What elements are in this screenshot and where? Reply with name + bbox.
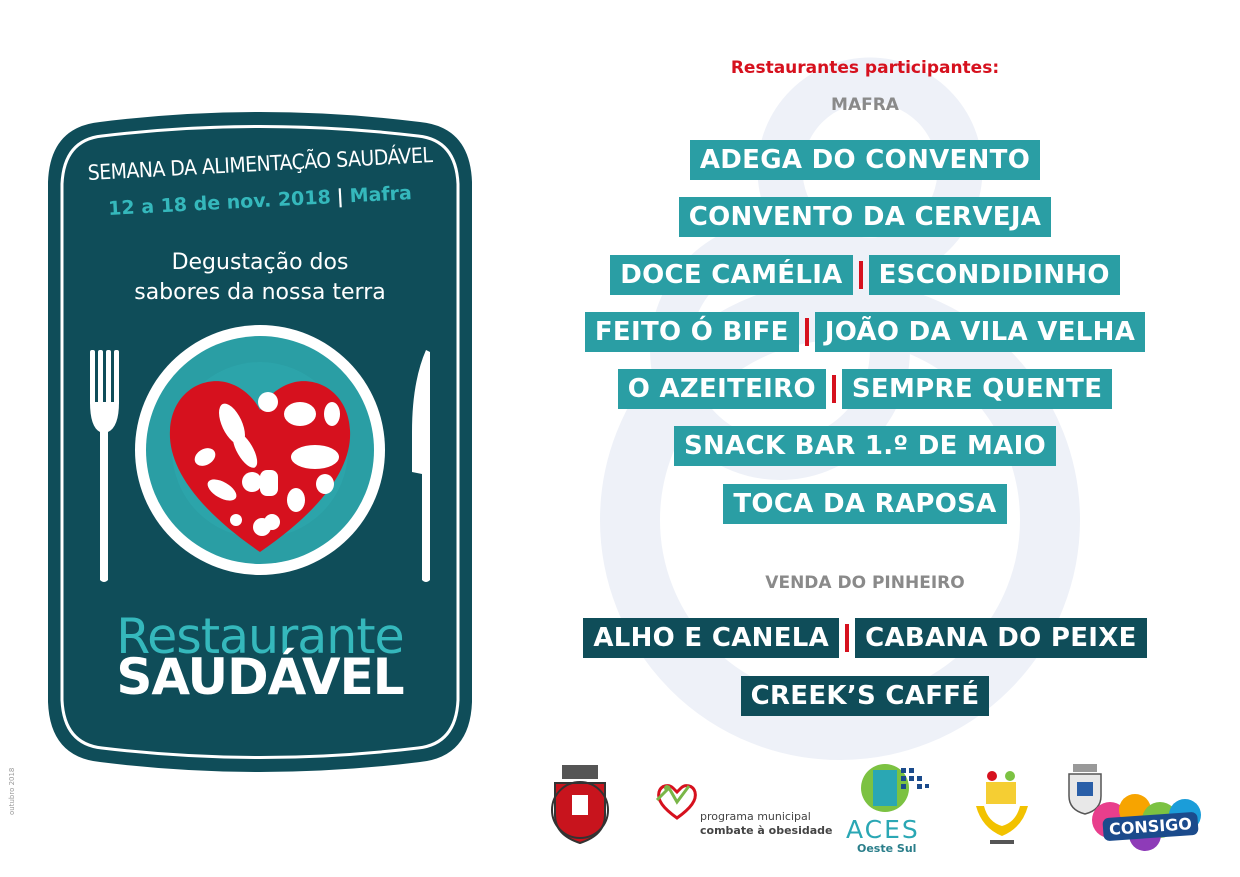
restaurant-tag: O AZEITEIRO — [618, 369, 826, 409]
brand-saudavel: SAUDÁVEL — [116, 648, 404, 706]
consigo-text: CONSIGO — [1102, 812, 1198, 842]
restaurant-row — [540, 140, 1190, 180]
programa-heart-logo — [655, 782, 700, 822]
restaurant-row — [540, 255, 1190, 295]
separator-bar — [845, 624, 849, 652]
restaurant-tag: DOCE CAMÉLIA — [610, 255, 852, 295]
section-mafra: MAFRA — [831, 95, 899, 115]
restaurant-row — [540, 426, 1190, 466]
tagline — [80, 248, 440, 308]
restaurant-tag: JOÃO DA VILA VELHA — [815, 312, 1145, 352]
restaurant-row — [540, 676, 1190, 716]
aces-subtitle: Oeste Sul — [857, 842, 917, 855]
restaurant-tag: SEMPRE QUENTE — [842, 369, 1112, 409]
restaurant-tag: FEITO Ó BIFE — [585, 312, 799, 352]
section-venda-do-pinheiro: VENDA DO PINHEIRO — [765, 573, 965, 593]
programa-text — [700, 810, 832, 838]
tagline-line-2: sabores da nossa terra — [134, 280, 386, 305]
brand-restaurante: Restaurante — [116, 608, 404, 665]
restaurant-tag: TOCA DA RAPOSA — [723, 484, 1006, 524]
restaurant-row — [540, 618, 1190, 658]
programa-line-1: programa municipal — [700, 810, 811, 823]
restaurant-row — [540, 312, 1190, 352]
separator-bar — [805, 318, 809, 346]
restaurant-row — [540, 197, 1190, 237]
restaurant-row — [540, 484, 1190, 524]
event-badge — [40, 112, 480, 772]
place-text: Mafra — [349, 182, 413, 208]
event-title: SEMANA DA ALIMENTAÇÃO SAUDÁVEL — [87, 142, 433, 186]
restaurant-tag: CABANA DO PEIXE — [855, 618, 1147, 658]
aces-text: ACES — [846, 815, 920, 844]
separator-bar — [859, 261, 863, 289]
aces-logo-icon — [855, 760, 935, 815]
separator: | — [336, 185, 345, 208]
restaurant-tag: CREEK’S CAFFÉ — [741, 676, 990, 716]
restaurant-tag: SNACK BAR 1.º DE MAIO — [674, 426, 1056, 466]
programa-line-2: combate à obesidade — [700, 824, 833, 837]
tagline-line-1: Degustação dos — [171, 250, 349, 275]
restaurant-tag: CONVENTO DA CERVEJA — [679, 197, 1051, 237]
municipio-mafra-logo — [540, 765, 620, 850]
restaurant-tag: ADEGA DO CONVENTO — [690, 140, 1040, 180]
restaurant-row — [540, 369, 1190, 409]
list-title: Restaurantes participantes: — [730, 58, 1000, 78]
dates-text: 12 a 18 de nov. 2018 — [107, 186, 332, 220]
parish-hands-logo — [972, 768, 1032, 848]
side-note: outubro 2018 — [8, 767, 16, 815]
separator-bar — [832, 375, 836, 403]
restaurant-tag: ESCONDIDINHO — [869, 255, 1120, 295]
restaurant-tag: ALHO E CANELA — [583, 618, 839, 658]
